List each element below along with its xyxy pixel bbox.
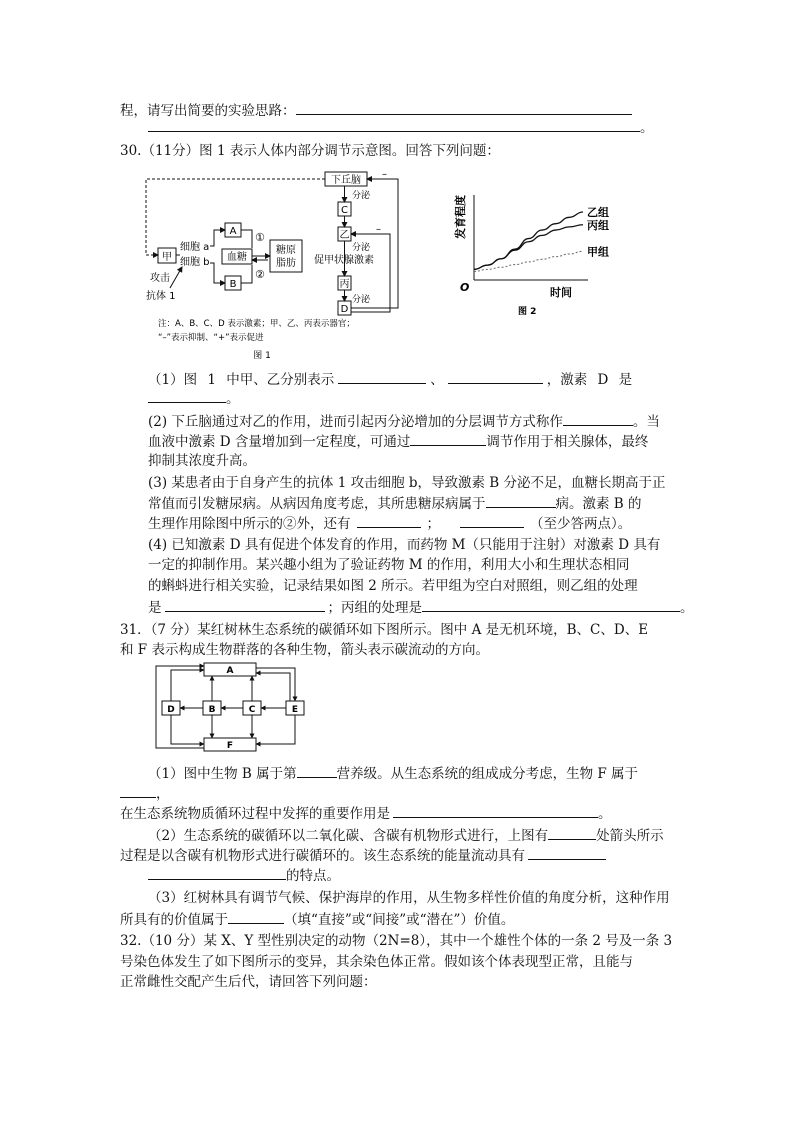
organ-jia-label: 甲 <box>162 252 172 263</box>
q29-tail-period: 。 <box>640 120 654 136</box>
answer-blank[interactable] <box>448 370 543 384</box>
q30-p4-line2: 一定的抑制作用。某兴趣小组为了验证药物 M 的作用，利用大小和生理状态相同 <box>148 557 630 573</box>
q32-line3: 正常雌性交配产生后代，请回答下列问题： <box>120 974 377 990</box>
q30-p2-text-a: (2) 下丘脑通过对乙的作用，进而引起丙分泌增加的分层调节方式称作 <box>148 414 563 430</box>
figure-2-chart <box>448 185 618 320</box>
y-axis-label: 发育程度 <box>454 195 467 239</box>
q31-p3-text-b: 所具有的价值属于 <box>120 912 228 928</box>
q31-p1-line1 <box>148 764 638 783</box>
series-line-1 <box>474 212 583 269</box>
node-a-label: A <box>226 666 234 676</box>
hormone-c-label: C <box>341 205 348 216</box>
q30-p1-text-b: 、 <box>430 372 444 388</box>
answer-blank[interactable] <box>548 826 596 840</box>
q30-p1-line2 <box>148 389 240 408</box>
node-f-label: F <box>226 741 234 751</box>
q30-p4-line3: 的蝌蚪进行相关实验，记录结果如图 2 所示。若甲组为空白对照组，则乙组的处理 <box>148 578 638 594</box>
hormone-b-label: B <box>229 279 237 290</box>
answer-blank[interactable] <box>296 101 632 115</box>
blood-sugar-label: 血糖 <box>227 252 247 263</box>
answer-blank[interactable] <box>165 598 325 612</box>
node-b-label: B <box>208 705 216 715</box>
q31-stem-line1: 31．（7 分）某红树林生态系统的碳循环如下图所示。图中 A 是无机环境，B、C、D、E <box>120 622 649 638</box>
q31-p3-text-c: （填“直接”或“间接”或“潜在”）价值。 <box>284 912 515 928</box>
series-line-3 <box>474 251 583 271</box>
minus-label-2: – <box>376 224 381 235</box>
figure-1-caption: 图 1 <box>253 351 271 361</box>
cell-b-label: 细胞 b <box>180 257 210 268</box>
q31-p1-text-d: 在生态系统物质循环过程中发挥的重要作用是 <box>120 806 390 822</box>
q29-tail-line2 <box>148 118 654 137</box>
answer-blank[interactable] <box>460 514 524 528</box>
circle-1-label: ① <box>255 231 265 244</box>
series-label-1: 乙组 <box>587 206 609 219</box>
hormone-d-label: D <box>340 304 349 315</box>
organ-yi-label: 乙 <box>339 230 350 241</box>
answer-blank[interactable] <box>148 118 640 132</box>
answer-blank[interactable] <box>393 804 598 818</box>
figure-1-diagram <box>140 168 420 366</box>
q31-p1-line3 <box>120 804 612 823</box>
q32-line1: 32.（10 分）某 X、Y 型性别决定的动物（2N=8），其中一个雄性个体的一条 2 号及一条 3 <box>120 933 673 949</box>
glycogen-label: 糖原 <box>276 245 296 256</box>
q30-p3-text-f: （至少答两点）。 <box>530 516 632 532</box>
q30-p2-text-b: 。当 <box>632 414 660 430</box>
q31-p2-line2 <box>120 846 606 865</box>
carbon-cycle-diagram <box>150 660 310 752</box>
q30-p4-line1: (4) 已知激素 D 具有促进个体发育的作用，而药物 M（只能用于注射）对激素 D 具有 <box>148 537 661 553</box>
q30-p4-text-d: 是 <box>148 600 162 616</box>
antibody-label: 抗体 1 <box>146 291 176 302</box>
q30-p2-line2 <box>148 432 648 451</box>
node-e-label: E <box>291 705 299 715</box>
q30-p2-line1 <box>148 412 660 431</box>
answer-blank[interactable] <box>528 846 606 860</box>
secrete-label-2: 分泌 <box>352 243 371 253</box>
q30-p1-text-a: （1）图 1 中甲、乙分别表示 <box>148 372 335 388</box>
q31-p1-text-a: （1）图中生物 B 属于第 <box>148 766 297 782</box>
q30-p1-text-c: ，激素 D 是 <box>546 372 633 388</box>
q30-p4-text-f: 。 <box>680 600 694 616</box>
answer-blank[interactable] <box>297 764 337 778</box>
q31-stem-line2: 和 F 表示构成生物群落的各种生物，箭头表示碳流动的方向。 <box>120 642 489 658</box>
q31-p2-line3 <box>148 866 340 885</box>
tsh-label: 促甲状腺激素 <box>314 255 374 266</box>
q30-p2-text-d: 调节作用于相关腺体，最终 <box>486 434 649 450</box>
q30-p1-line1 <box>148 370 632 389</box>
x-axis-label: 时间 <box>550 286 572 299</box>
secrete-label-1: 分泌 <box>352 191 371 201</box>
q30-p3-text-e: ； <box>426 516 440 532</box>
answer-blank[interactable] <box>422 598 680 612</box>
q30-p2-text-c: 血液中激素 D 含量增加到一定程度，可通过 <box>148 434 411 450</box>
answer-blank[interactable] <box>563 412 633 426</box>
q31-p2-text-a: （2）生态系统的碳循环以二氧化碳、含碳有机物形式进行，上图有 <box>148 828 549 844</box>
q31-p1-text-c: ， <box>156 786 170 802</box>
q31-p2-text-b: 处箭头所示 <box>596 828 664 844</box>
answer-blank[interactable] <box>120 784 156 798</box>
q31-p3-line1: （3）红树林具有调节气候、保护海岸的作用，从生物多样性价值的角度分析，这种作用 <box>148 890 670 906</box>
q31-p1-text-e: 。 <box>598 806 612 822</box>
minus-label-1: – <box>382 169 387 180</box>
q30-p4-line4 <box>148 598 694 617</box>
q30-p2-line3: 抑制其浓度升高。 <box>148 453 256 469</box>
answer-blank[interactable] <box>148 866 286 880</box>
secrete-label-3: 分泌 <box>352 295 371 305</box>
q31-p2-line1 <box>148 826 664 845</box>
fat-label: 脂肪 <box>276 258 296 269</box>
answer-blank[interactable] <box>228 910 284 924</box>
chart-series-group <box>474 205 609 272</box>
answer-blank[interactable] <box>357 514 421 528</box>
q31-p3-line2 <box>120 910 514 929</box>
q30-p3-text-c: 病。激素 B 的 <box>555 496 642 512</box>
answer-blank[interactable] <box>338 370 426 384</box>
attack-label: 攻击 <box>150 273 170 284</box>
node-c-label: C <box>248 705 256 715</box>
q31-p2-text-d: 的特点。 <box>286 868 340 884</box>
series-label-3: 甲组 <box>587 245 609 259</box>
q30-p3-line2 <box>148 494 642 513</box>
hypothalamus-label: 下丘脑 <box>331 175 361 186</box>
q30-p3-line1: (3) 某患者由于自身产生的抗体 1 攻击细胞 b，导致激素 B 分泌不足，血糖长期高于正 <box>148 475 666 491</box>
organ-bing-label: 丙 <box>339 279 350 290</box>
series-line-2 <box>474 225 583 270</box>
q30-p4-text-e: ；丙组的处理是 <box>327 600 422 616</box>
answer-blank[interactable] <box>148 389 226 403</box>
figure-2-caption: 图 2 <box>518 307 537 317</box>
q30-p3-line3 <box>148 514 631 533</box>
q31-p2-text-c: 过程是以含碳有机物形式进行碳循环的。该生态系统的能量流动具有 <box>120 848 525 864</box>
circle-2-label: ② <box>255 268 265 281</box>
q30-stem: 30.（11分）图 1 表示人体内部分调节示意图。回答下列问题： <box>120 143 500 159</box>
q29-tail-text: 程，请写出简要的实验思路： <box>120 103 296 119</box>
q30-p3-text-d: 生理作用除图中所示的②外，还有 <box>148 516 351 532</box>
q30-p1-text-d: 。 <box>226 391 240 407</box>
node-d-label: D <box>167 705 175 715</box>
series-label-2: 丙组 <box>587 218 609 232</box>
figure-1-note-1: 注：A、B、C、D 表示激素；甲、乙、丙表示器官； <box>158 319 355 329</box>
answer-blank[interactable] <box>486 494 556 508</box>
q31-p1-line2 <box>120 784 170 803</box>
q30-p3-text-b: 常值而引发糖尿病。从病因角度考虑，其所患糖尿病属于 <box>148 496 486 512</box>
figure-1-note-2: “–”表示抑制、“+”表示促进 <box>158 333 264 343</box>
answer-blank[interactable] <box>410 432 486 446</box>
origin-label: O <box>460 281 470 294</box>
q32-line2: 号染色体发生了如下图所示的变异，其余染色体正常。假如该个体表现型正常，且能与 <box>120 954 633 970</box>
hormone-a-label: A <box>229 226 237 237</box>
q31-p1-text-b: 营养级。从生态系统的组成成分考虑，生物 F 属于 <box>336 766 639 782</box>
cell-a-label: 细胞 a <box>180 242 210 253</box>
